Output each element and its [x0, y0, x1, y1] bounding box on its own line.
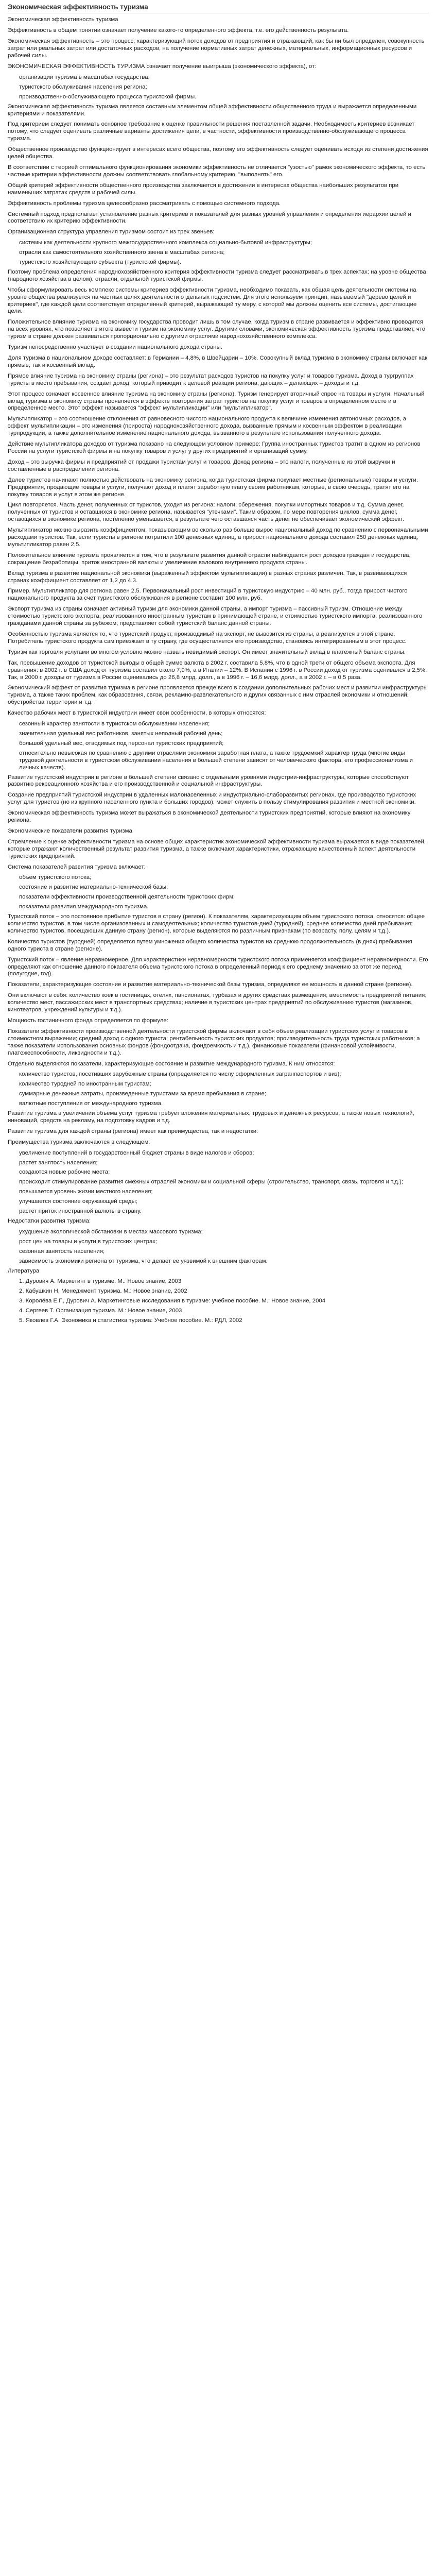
paragraph: В соответствии с теорией оптимального функционирования экономики эффективность не отличается "узостью" рамок экономического эффекта, то есть частные критерии эффективности должны соответствовать глобальному критерию, "выполнять" его. — [8, 164, 426, 178]
list-item: объем туристского потока; — [19, 874, 92, 881]
paragraph: Туризм непосредственно участвует в создании национального дохода страны. — [8, 344, 222, 351]
list-item: количество туродней по иностранным туристам; — [19, 1081, 151, 1088]
list-item: ухудшение экологической обстановки в местах массового туризма; — [19, 1228, 203, 1235]
list-item: относительно невысокая по сравнению с другими отраслями экономики заработная плата, а также трудоемкий характер труда (многие виды трудовой деятельности в туристском обслуживании населения в большей степени зависят от человеческого фактора, его профессионализма и личных качеств). — [19, 750, 413, 771]
paragraph: Экономический эффект от развития туризма в регионе проявляется прежде всего в создании дополнительных рабочих мест и развитии инфраструктуры туризма, а также таких проблем, как образования, связи, рекламно-развлекательного и других связанных с ним отраслей экономики и отношений, обустройства территории и т.д. — [8, 685, 428, 706]
paragraph: Эффективность в общем понятии означает получение какого-то определенного эффекта, т.е. его действенность результата. — [8, 27, 349, 34]
page-title: Экономическая эффективность туризма — [8, 3, 429, 13]
paragraph: Доход – это выручка фирмы и предприятий от продажи туристам услуг и товаров. Доход региона – это налоги, полученные из этой выручки и составленные в распределении региона. — [8, 459, 395, 472]
paragraph: Показатели эффективности производственной деятельности туристской фирмы включают в себя объем реализации туристских услуг и товаров в стоимостном выражении; средний доход с одного туриста; рентабельность туристских продуктов; производительность труда туристских работников; а также показатели использования основных фондов (фондоотдача, фондоемкость и т.д.), финансовые показатели (финансовой устойчивости, платежеспособности, ликвидности и т.д.). — [8, 1028, 420, 1056]
paragraph: Преимущества туризма заключаются в следующем: — [8, 1139, 150, 1145]
paragraph: Туристский поток – явление неравномерное. Для характеристики неравномерности туристского потока применяется коэффициент неравномерности. Его определяют как отношение данного показателя объема туристского потока в определенный период к его среднему значению за этот же период (полугодие, год). — [8, 956, 428, 977]
paragraph: Экономические показатели развития туризма — [8, 827, 132, 834]
list-item: большой удельный вес, отводимых под персонал туристских предприятий; — [19, 740, 224, 747]
paragraph: Чтобы сформулировать весь комплекс системы критериев эффективности туризма, необходимо показать, как общая цель деятельности системы на уровне общества реализуется на частных целях деятельности отдельных подсистем. Для этого используем принцип, называемый "дерево целей и критериев", где каждой цели соответствует определенный критерий, выражающий ту меру, с которой мы должны оценить все системы, достигающие цели. — [8, 286, 417, 315]
paragraph: Организационная структура управления туризмом состоит из трех звеньев: — [8, 229, 215, 235]
paragraph: Туризм как торговля услугами во многом условно можно назвать невидимый экспорт. Он имеет значительный вклад в платежный баланс страны. — [8, 649, 406, 655]
paragraph: Отдельно выделяются показатели, характеризующие состояние и развитие международного туризма. К ним относятся: — [8, 1060, 335, 1067]
paragraph: Эффективность проблемы туризма целесообразно рассматривать с помощью системного подхода. — [8, 200, 281, 207]
list-item: зависимость экономики региона от туризма, что делает ее уязвимой к внешним факторам. — [19, 1258, 268, 1264]
paragraph: Общий критерий эффективности общественного производства заключается в достижении в интересах общества наибольших результатов при наименьших затратах средств и рабочей силы. — [8, 182, 399, 196]
list-item: производственно-обслуживающего процесса туристской фирмы. — [19, 93, 197, 100]
paragraph: Положительное влияние туризма на экономику государства проводит лишь в том случае, когда туризм в стране развивается и эффективно проводится на всех уровнях, что позволяет в итоге вывести туризм на экономику услуг. Другими словами, экономическая эффективность туризма представляет, что туризм в стране должен развиваться пропорционально с другими отраслями народнохозяйственного комплекса. — [8, 319, 426, 340]
paragraph: Этот процесс означает косвенное влияние туризма на экономику страны (региона). Туризм генерирует вторичный спрос на товары и услуги. Начальный вклад туризма в экономику страны проявляется в эффекте повторения затрат туристов на покупку услуг и товаров в определенном месте и в определенное место. Этот эффект называется "эффект мультипликации" или "мультипликатор". — [8, 391, 425, 412]
list-item: 5. Яковлев Г.А. Экономика и статистика туризма: Учебное пособие. М.: РДЛ, 2002 — [19, 1317, 242, 1324]
paragraph: Особенностью туризма является то, что туристский продукт, производимый на экспорт, не вывозится из страны, а реализуется в этой стране. Потребитель туристского продукта сам приезжает в ту страну, где осуществляется его производство, становясь интегрированным в этот процесс. — [8, 631, 407, 645]
paragraph: Под критерием следует понимать основное требование к оценке правильности решения поставленной задачи. Необходимость критериев возникает потому, что следует оценивать различные варианты достижения цели, в частности, эффективности производственно-обслуживающего процесса туризма. — [8, 121, 415, 142]
list-item: растет занятость населения; — [19, 1159, 98, 1166]
list-item: 4. Сергеев Т. Организация туризма. М.: Новое знание, 2003 — [19, 1308, 182, 1314]
list-item: количество туристов, посетивших зарубежные страны (определяется по числу оформленных загранпаспортов и виз); — [19, 1071, 341, 1078]
paragraph: Экономическая эффективность туризма — [8, 16, 118, 23]
list-item: суммарные денежные затраты, произведенные туристами за время пребывания в стране; — [19, 1091, 266, 1097]
list-item: показатели эффективности производственной деятельности туристских фирм; — [19, 894, 235, 901]
paragraph: Создание предприятий туристской индустрии в удаленных малонаселенных и индустриально-слаборазвитых регионах, где производство туристских услуг для туристов (но из крупного населенного пункта и больших городов), может служить в пользу стимулирования развития и местной экономики. — [8, 792, 416, 806]
list-item: организации туризма в масштабах государства; — [19, 74, 150, 80]
list-item: рост цен на товары и услуги в туристских центрах; — [19, 1238, 158, 1245]
list-item: растет приток иностранной валюты в страну. — [19, 1208, 142, 1215]
list-item: отрасли как самостоятельного хозяйственного звена в масштабах региона; — [19, 249, 225, 256]
paragraph: Мультипликатор – это соотношение отклонения от равновесного чистого национального продукта к величине изменения автономных расходов, а эффект мультипликации – это изменения (прироста) народнохозяйственного дохода, вызванные прямым и косвенным эффектом в реализации турпродукции, а также дополнительное изменение национального дохода, вызванного в результате использования полученного дохода. — [8, 416, 407, 437]
paragraph: Поэтому проблема определения народнохозяйственного критерия эффективности туризма следует рассматривать в трех аспектах: на уровне общества (народного хозяйства в целом), отрасли, отдельной туристской фирмы. — [8, 268, 426, 282]
paragraph: Системный подход предполагает установление разных критериев и показателей для разных уровней управления и определения иерархии целей и соответствию их критерию эффективности. — [8, 211, 411, 225]
paragraph: Система показателей развития туризма включает: — [8, 863, 146, 870]
paragraph: Литература — [8, 1267, 40, 1274]
list-item: состояние и развитие материально-технической базы; — [19, 884, 168, 891]
list-item: увеличение поступлений в государственный бюджет страны в виде налогов и сборов; — [19, 1149, 254, 1156]
list-item: 3. Королёва Е.Г., Дурович А. Маркетинговые исследования в туризме: учебное пособие. М.: Новое знание, 2004 — [19, 1298, 326, 1304]
paragraph: Туристский поток – это постоянное прибытие туристов в страну (регион). К показателям, характеризующим объем туристского потока, относятся: общее количество туристов, в том числе организованных и самодеятельных; количество туристов-дней (туродней), среднее количество дней пребывания; количество туристов, посещающих данную страну (регион), которые выделяются по различным признакам (по возрасту, полу, целям и т.д.). — [8, 913, 425, 934]
paragraph: Положительное влияние туризма проявляется в том, что в результате развития данной отрасли наблюдается рост доходов граждан и государства, сокращение безработицы, приток иностранной валюты и увеличение валового внутреннего продукта страны. — [8, 552, 411, 566]
paragraph: Показатели, характеризующие состояние и развитие материально-технической базы туризма, определяют ее мощность в данной стране (регионе). — [8, 981, 413, 988]
paragraph: Недостатки развития туризма: — [8, 1218, 91, 1224]
paragraph: Доля туризма в национальном доходе составляет: в Германии – 4,8%, в Швейцарии – 10%. Совокупный вклад туризма в экономику страны включает как прямые, так и косвенный вклад. — [8, 355, 428, 368]
paragraph: Экономическая эффективность туризма может выражаться в экономической деятельности туристских предприятий, которые влияют на экономику региона. — [8, 810, 411, 824]
list-item: 1. Дурович А. Маркетинг в туризме. М.: Новое знание, 2003 — [19, 1278, 182, 1285]
paragraph: Стремление к оценке эффективности туризма на основе общих характеристик экономической эффективности туризма выражается в виде показателей, которые отражают количественный результат развития туризма, а также включают характеристики, отражающие качественный аспект деятельности туристских предприятий. — [8, 838, 426, 859]
paragraph: Развитие туристской индустрии в регионе в большей степени связано с отдельными уровнями индустрии-инфраструктуры, которые способствуют развитию рекреационного хозяйства и его производственной и социальной инфраструктуры. — [8, 774, 409, 788]
paragraph: Развитие туризма в увеличении объема услуг туризма требует вложения материальных, трудовых и денежных ресурсов, а также новых технологий, инноваций, средств на рекламу, на подготовку кадров и т.д. — [8, 1110, 414, 1124]
list-item: показатели развития международного туризма. — [19, 904, 149, 910]
paragraph: Экономическая эффективность – это процесс, характеризующий поток доходов от предприятия и отражающий, как бы ни был определен, совокупность затрат или реальных затрат или достаточных расходов, на получение нормативных затрат денежных, материальных, информационных ресурсов и рабочей силы. — [8, 38, 425, 59]
paragraph: Общественное производство функционирует в интересах всего общества, поэтому его эффективность следует оценивать исходя из степени достижения целей общества. — [8, 146, 428, 160]
list-item: системы как деятельности крупного межгосударственного комплекса социально-бытовой инфраструктуры; — [19, 240, 312, 246]
paragraph: Действие мультипликатора доходов от туризма показано на следующем условном примере: Группа иностранных туристов тратит в одном из регионов России на услуги туристской фирмы и на покупку товаров и услуг у других предприятий и организаций сумму. — [8, 441, 421, 454]
article-body — [8, 16, 429, 1325]
paragraph: Пример. Мультипликатор для региона равен 2,5. Первоначальный рост инвестиций в туристскую индустрию – 40 млн. руб., тогда прирост чистого национального продукта за счет туристского обслуживания в регионе составит 100 млн. руб. — [8, 588, 408, 602]
list-item: улучшается состояние окружающей среды; — [19, 1198, 137, 1205]
paragraph: Экономическая эффективность туризма является составным элементом общей эффективности общественного труда и выражается определенными критериями и показателями. — [8, 103, 417, 117]
paragraph: Так, превышение доходов от туристской выгоды в общей сумме валюта в 2002 г. составила 5,8%, что в одной трети от общего объема экспорта. Для сравнения: в 2002 г. в США доход от туризма составил около 7,9%, а в Италии – 12%. В Испании с 1996 г. в России доход от туризма оценивался в 2,5%. Так, в 2000 г. доходы от туризма в России оценивались до 26,8 млрд. долл., а в 1996 г. – 16,6 млрд. долл., а в 2002 г. – в 0,5 раза. — [8, 659, 427, 681]
paragraph: Качество рабочих мест в туристской индустрии имеет свои особенности, в которых относятся: — [8, 710, 266, 717]
list-item: валютные поступления от международного туризма. — [19, 1100, 163, 1107]
paragraph: Они включают в себя: количество коек в гостиницах, отелях, пансионатах, турбазах и других средствах размещения; вместимость предприятий питания; количество мест, пассажирских мест в транспортных средствах; наличие в туристских центрах предприятий по обслуживанию туристов (магазинов, кинотеатров, учреждений культуры и т.д.). — [8, 992, 427, 1013]
list-item: туристского хозяйствующего субъекта (туристской фирмы). — [19, 259, 182, 266]
list-item: туристского обслуживания населения региона; — [19, 83, 147, 90]
paragraph: Развитие туризма для каждой страны (региона) имеет как преимущества, так и недостатки. — [8, 1128, 258, 1134]
list-item: значительная удельный вес работников, занятых неполный рабочий день; — [19, 730, 223, 737]
paragraph: Экспорт туризма из страны означает активный туризм для экономики данной страны, а импорт туризма – пассивный туризм. Отношение между стоимостью туристского экспорта, реализованного иностранным туристам в принимающей стране, и стоимостью туристского импорта, реализованного гражданами данной страны за рубежом, представляет собой туристский баланс данной страны. — [8, 606, 423, 627]
list-item: происходит стимулирование развития смежных отраслей экономики и социальной сферы (строительство, транспорт, связь, торговля и т.д.); — [19, 1179, 404, 1185]
paragraph: Цикл повторяется. Часть денег, полученных от туристов, уходит из региона: налоги, сбережения, покупки импортных товаров и т.д. Сумма денег, полученных от туристов и оставшихся в экономике региона, называется "утечками". Таким образом, по мере повторения циклов, сумма денег, остающихся в экономике региона, постепенно уменьшается, в результате чего оставшаяся часть денег не обеспечивает экономический эффект. — [8, 502, 404, 523]
list-item: сезонная занятость населения; — [19, 1248, 105, 1255]
list-item: повышается уровень жизни местного населения; — [19, 1189, 153, 1195]
paragraph: Далее туристов начинают полностью действовать на экономику региона, когда туристская фирма покупает местные (региональные) товары и услуги. Предприятия, продающие товары и услуги, получают доход и платят заработную плату своим работникам, которые, в свою очередь, тратят его на покупку товаров и услуг в этом же регионе. — [8, 477, 418, 498]
list-item: создаются новые рабочие места; — [19, 1169, 110, 1176]
paragraph: Вклад туризма в развитие национальной экономики (выраженный эффектом мультипликации) в разных странах различен. Так, в развивающихся странах коэффициент составляет от 1,2 до 4,3. — [8, 570, 407, 584]
list-item: 2. Кабушкин Н. Менеджмент туризма. М.: Новое знание, 2002 — [19, 1288, 187, 1295]
paragraph: Прямое влияние туризма на экономику страны (региона) – это результат расходов туристов на покупку услуг и товаров туризма. Доход в тургруппах туристы в место пребывания, создает доход, который приводит к целевой реакции региона, дающих – делающих – доходы и т.д. — [8, 372, 414, 386]
paragraph: Мощность гостиничного фонда определяется по формуле: — [8, 1017, 168, 1024]
paragraph: Количество туристов (туродней) определяется путем умножения общего количества туристов на среднюю продолжительность (в днях) пребывания одного туриста в стране (регионе). — [8, 938, 412, 952]
list-item: сезонный характер занятости в туристском обслуживании населения; — [19, 721, 210, 727]
paragraph: ЭКОНОМИЧЕСКАЯ ЭФФЕКТИВНОСТЬ ТУРИЗМА означает получение выигрыша (экономического эффекта), от: — [8, 63, 317, 70]
paragraph: Мультипликатор можно выразить коэффициентом, показывающим во сколько раз больше вырос национальный доход по сравнению с первоначальными расходами туристов. Так, если туристы в регионе потратили 100 денежных единиц, а прирост национального дохода составил 250 денежных единиц, мультипликатор равен 2,5. — [8, 527, 428, 548]
